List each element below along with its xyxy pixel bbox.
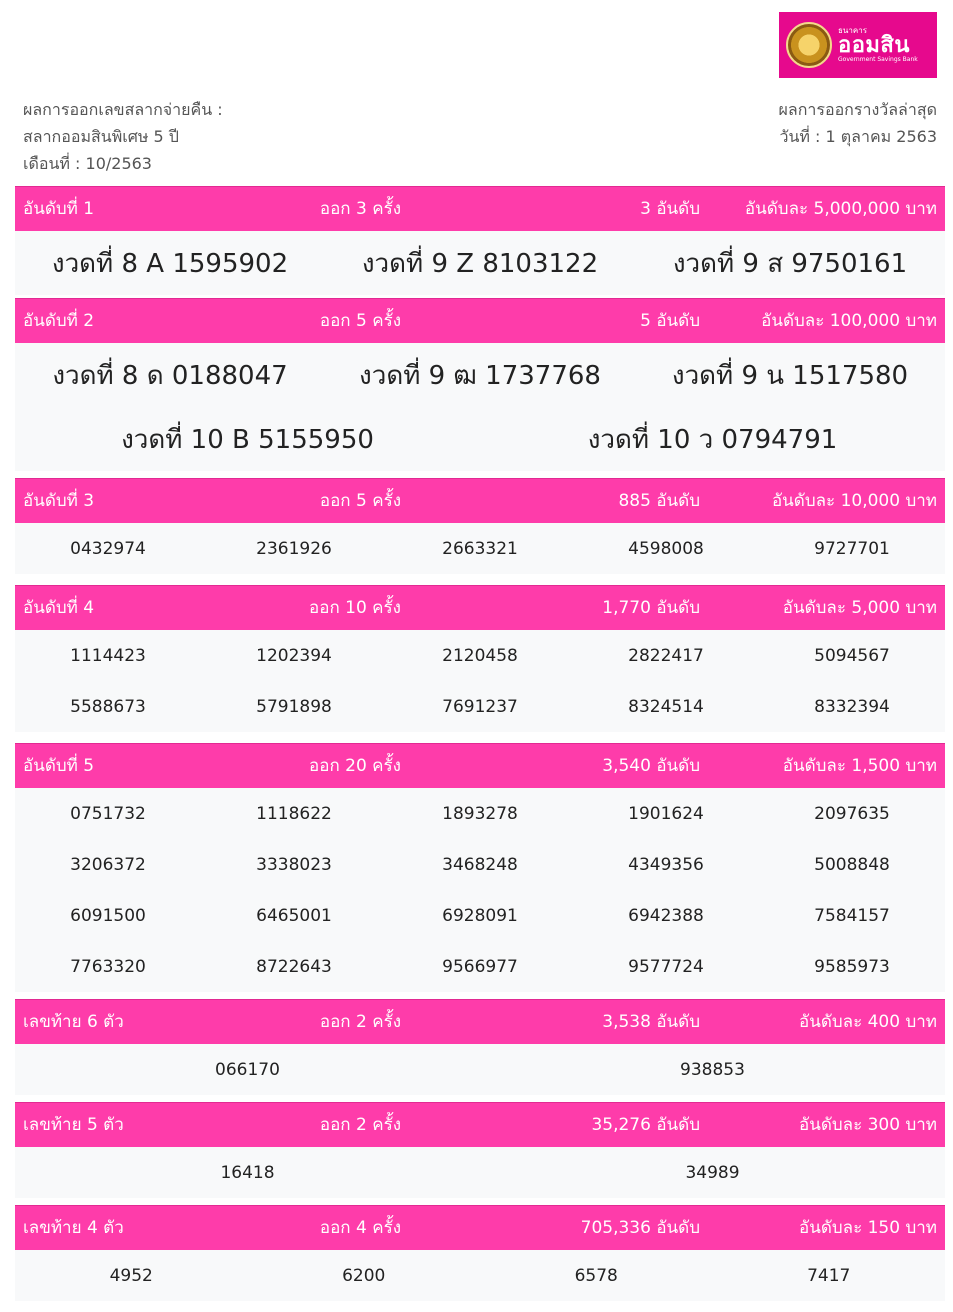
number-row — [15, 681, 945, 732]
winning-number: 3338023 — [256, 854, 332, 875]
draw-times: ออก 3 ครั้ง — [319, 199, 401, 219]
winning-number: 9585973 — [814, 956, 890, 977]
latest-draw-info — [779, 96, 937, 150]
prize-tier-title: อันดับที่ 1 — [23, 199, 95, 219]
prize-numbers — [15, 1250, 945, 1301]
number-row — [15, 523, 945, 574]
winning-number: 6465001 — [256, 905, 332, 926]
prize-count: 1,770 อันดับ — [602, 598, 700, 618]
winning-number: 9727701 — [814, 538, 890, 559]
number-row — [15, 890, 945, 941]
bank-seal-icon — [786, 22, 832, 68]
prize-section — [15, 743, 945, 992]
winning-number: 9577724 — [628, 956, 704, 977]
prize-numbers — [15, 1147, 945, 1198]
draw-times: ออก 10 ครั้ง — [309, 598, 401, 618]
winning-number: 0751732 — [70, 803, 146, 824]
result-title: ผลการออกเลขสลากจ่ายคืน : — [23, 100, 223, 119]
winning-number: 1114423 — [70, 645, 146, 666]
number-row — [15, 231, 945, 295]
prize-section — [15, 298, 945, 471]
prize-numbers — [15, 788, 945, 992]
draw-month: เดือนที่ : 10/2563 — [23, 154, 152, 173]
winning-number: 6091500 — [70, 905, 146, 926]
prize-tier-title: อันดับที่ 2 — [23, 311, 95, 331]
winning-number: 1893278 — [442, 803, 518, 824]
number-row — [15, 1250, 945, 1301]
prize-section — [15, 585, 945, 732]
logo-big-text: ออมสิน — [838, 33, 910, 58]
draw-times: ออก 2 ครั้ง — [319, 1012, 401, 1032]
lottery-name: สลากออมสินพิเศษ 5 ปี — [23, 127, 179, 146]
prize-tier-title: เลขท้าย 5 ตัว — [23, 1115, 124, 1135]
winning-number: 8332394 — [814, 696, 890, 717]
prize-header-bar — [15, 478, 945, 523]
winning-number: 6942388 — [628, 905, 704, 926]
prize-section — [15, 999, 945, 1095]
prize-count: 35,276 อันดับ — [591, 1115, 700, 1135]
winning-number: งวดที่ 10 B 5155950 — [121, 424, 374, 455]
winning-number: งวดที่ 9 Z 8103122 — [361, 248, 599, 279]
winning-number: 066170 — [215, 1059, 280, 1080]
winning-number: 5791898 — [256, 696, 332, 717]
winning-number: 7417 — [807, 1265, 851, 1286]
prize-tier-title: อันดับที่ 3 — [23, 491, 95, 511]
winning-number: งวดที่ 8 ด 0188047 — [52, 360, 288, 391]
draw-times: ออก 5 ครั้ง — [319, 311, 401, 331]
winning-number: 5094567 — [814, 645, 890, 666]
winning-number: 6200 — [342, 1265, 386, 1286]
prize-tier-title: เลขท้าย 6 ตัว — [23, 1012, 124, 1032]
number-row — [15, 788, 945, 839]
winning-number: 7584157 — [814, 905, 890, 926]
winning-number: 5008848 — [814, 854, 890, 875]
winning-number: 4952 — [109, 1265, 153, 1286]
number-row — [15, 839, 945, 890]
winning-number: 9566977 — [442, 956, 518, 977]
winning-number: 1202394 — [256, 645, 332, 666]
winning-number: 34989 — [685, 1162, 740, 1183]
prize-header-bar — [15, 186, 945, 231]
prize-count: 3,540 อันดับ — [602, 756, 700, 776]
winning-number: 4349356 — [628, 854, 704, 875]
winning-number: 5588673 — [70, 696, 146, 717]
winning-number: 0432974 — [70, 538, 146, 559]
draw-times: ออก 5 ครั้ง — [319, 491, 401, 511]
winning-number: 16418 — [220, 1162, 275, 1183]
prize-header-bar — [15, 743, 945, 788]
prize-numbers — [15, 630, 945, 732]
winning-number: งวดที่ 9 น 1517580 — [671, 360, 909, 391]
winning-number: 2120458 — [442, 645, 518, 666]
winning-number: งวดที่ 8 A 1595902 — [51, 248, 289, 279]
number-row — [15, 630, 945, 681]
winning-number: 938853 — [680, 1059, 745, 1080]
draw-times: ออก 20 ครั้ง — [309, 756, 401, 776]
winning-number: 6578 — [574, 1265, 618, 1286]
prize-count: 3 อันดับ — [640, 199, 700, 219]
logo-english-text: Government Savings Bank — [838, 56, 918, 63]
prize-header-bar — [15, 1102, 945, 1147]
logo-small-text: ธนาคาร — [838, 26, 867, 35]
prize-header-bar — [15, 1205, 945, 1250]
prize-amount: อันดับละ 1,500 บาท — [782, 756, 937, 776]
prize-count: 885 อันดับ — [618, 491, 700, 511]
prize-numbers — [15, 343, 945, 471]
draw-times: ออก 4 ครั้ง — [319, 1218, 401, 1238]
winning-number: 2361926 — [256, 538, 332, 559]
winning-number: งวดที่ 9 ฒ 1737768 — [359, 360, 601, 391]
latest-result-title: ผลการออกรางวัลล่าสุด — [778, 100, 937, 119]
winning-number: 8324514 — [628, 696, 704, 717]
prize-amount: อันดับละ 400 บาท — [798, 1012, 937, 1032]
draw-info — [23, 96, 223, 177]
prize-header-bar — [15, 999, 945, 1044]
logo-text — [838, 27, 918, 63]
number-row — [15, 1147, 945, 1198]
prize-count: 705,336 อันดับ — [580, 1218, 700, 1238]
winning-number: 8722643 — [256, 956, 332, 977]
draw-date: วันที่ : 1 ตุลาคม 2563 — [779, 127, 937, 146]
prize-count: 5 อันดับ — [640, 311, 700, 331]
prize-amount: อันดับละ 300 บาท — [798, 1115, 937, 1135]
winning-number: 6928091 — [442, 905, 518, 926]
prize-amount: อันดับละ 5,000 บาท — [782, 598, 937, 618]
prize-tier-title: อันดับที่ 4 — [23, 598, 95, 618]
prize-tier-title: อันดับที่ 5 — [23, 756, 95, 776]
number-row — [15, 941, 945, 992]
prize-numbers — [15, 523, 945, 574]
prize-section — [15, 186, 945, 295]
winning-number: 1901624 — [628, 803, 704, 824]
winning-number: 4598008 — [628, 538, 704, 559]
draw-times: ออก 2 ครั้ง — [319, 1115, 401, 1135]
winning-number: 1118622 — [256, 803, 332, 824]
winning-number: 3206372 — [70, 854, 146, 875]
prize-header-bar — [15, 585, 945, 630]
prize-section — [15, 1205, 945, 1301]
prize-header-bar — [15, 298, 945, 343]
prize-amount: อันดับละ 10,000 บาท — [771, 491, 937, 511]
number-row — [15, 1044, 945, 1095]
prize-amount: อันดับละ 100,000 บาท — [761, 311, 937, 331]
prize-amount: อันดับละ 5,000,000 บาท — [744, 199, 937, 219]
winning-number: 7691237 — [442, 696, 518, 717]
number-row — [15, 343, 945, 407]
prize-tier-title: เลขท้าย 4 ตัว — [23, 1218, 124, 1238]
prize-amount: อันดับละ 150 บาท — [798, 1218, 937, 1238]
gsb-logo[interactable] — [779, 12, 937, 78]
prize-numbers — [15, 231, 945, 295]
winning-number: 2822417 — [628, 645, 704, 666]
prize-count: 3,538 อันดับ — [602, 1012, 700, 1032]
prize-section — [15, 478, 945, 574]
prize-numbers — [15, 1044, 945, 1095]
prize-section — [15, 1102, 945, 1198]
winning-number: 2663321 — [442, 538, 518, 559]
winning-number: 7763320 — [70, 956, 146, 977]
winning-number: 2097635 — [814, 803, 890, 824]
number-row — [15, 407, 945, 471]
winning-number: 3468248 — [442, 854, 518, 875]
winning-number: งวดที่ 9 ส 9750161 — [672, 248, 908, 279]
winning-number: งวดที่ 10 ว 0794791 — [587, 424, 838, 455]
